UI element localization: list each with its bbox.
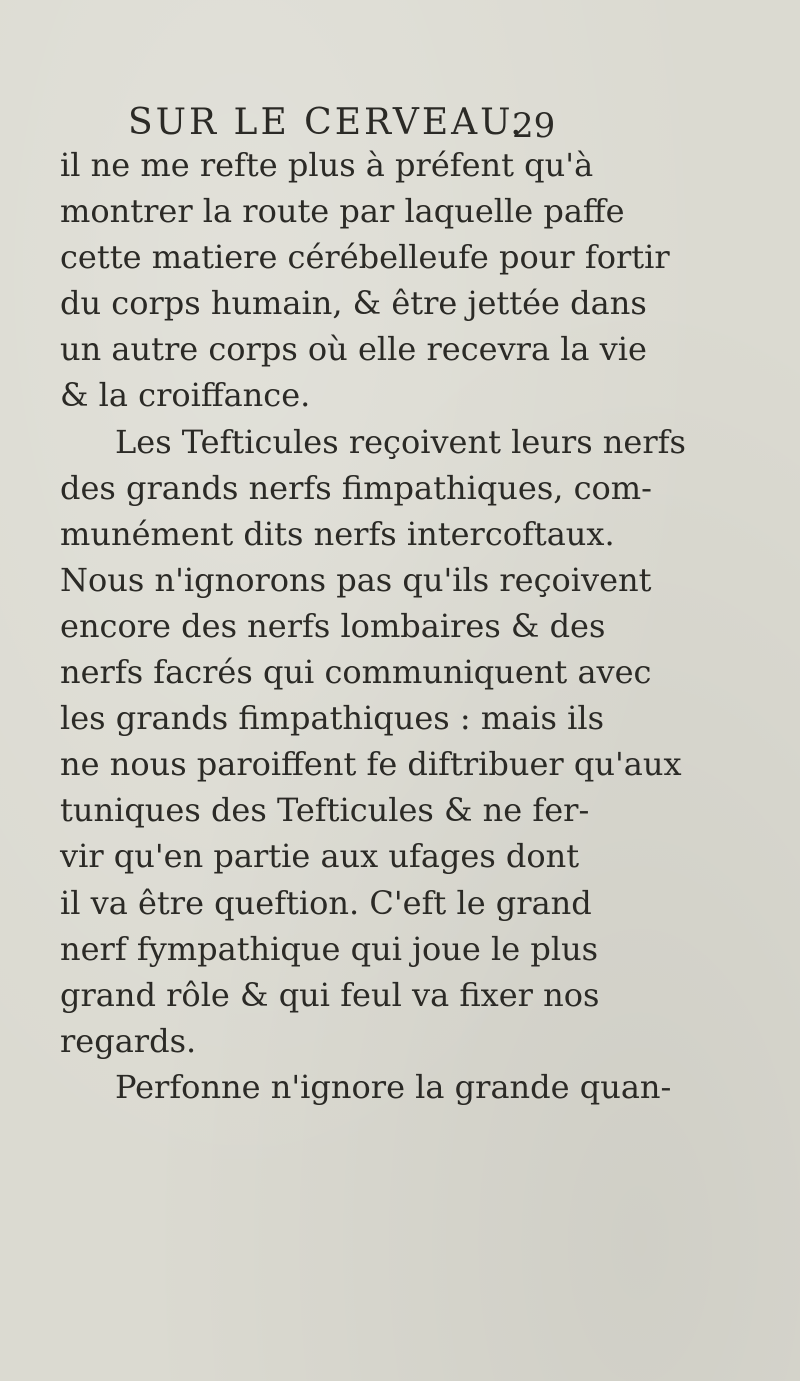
text-line: il ne me refte plus à préfent qu'à (60, 146, 594, 184)
text-line: regards. (60, 1021, 197, 1060)
text-line: tuniques des Tefticules & ne fer- (60, 791, 590, 830)
text-line: ne nous paroiffent fe diftribuer qu'aux (60, 745, 682, 784)
text-line: nerf fympathique qui joue le plus (60, 929, 599, 968)
paragraph-start-line: Perfonne n'ignore la grande quan- (115, 1067, 672, 1106)
text-line: vir qu'en partie aux ufages dont (60, 837, 580, 876)
text-line: les grands fimpathiques : mais ils (60, 699, 604, 738)
text-line: un autre corps où elle recevra la vie (60, 330, 647, 369)
running-title: SUR LE CERVEAU. (128, 102, 525, 143)
page-number: 29 (512, 106, 556, 146)
text-line: cette matiere cérébelleufe pour fortir (60, 238, 670, 277)
text-line: grand rôle & qui feul va fixer nos (60, 975, 600, 1014)
text-line: des grands nerfs fimpathiques, com- (60, 468, 652, 507)
body-text (60, 142, 740, 1110)
text-line: Nous n'ignorons pas qu'ils reçoivent (60, 560, 652, 599)
text-line: du corps humain, & être jettée dans (60, 284, 647, 323)
text-line: encore des nerfs lombaires & des (60, 606, 606, 645)
text-line: munément dits nerfs intercoftaux. (60, 514, 615, 553)
text-line: nerfs facrés qui communiquent avec (60, 653, 652, 692)
text-line: il va être queftion. C'eft le grand (60, 883, 592, 922)
text-line: montrer la route par laquelle paffe (60, 192, 625, 231)
text-line: & la croiffance. (60, 376, 311, 415)
paragraph-start-line: Les Tefticules reçoivent leurs nerfs (115, 422, 686, 461)
